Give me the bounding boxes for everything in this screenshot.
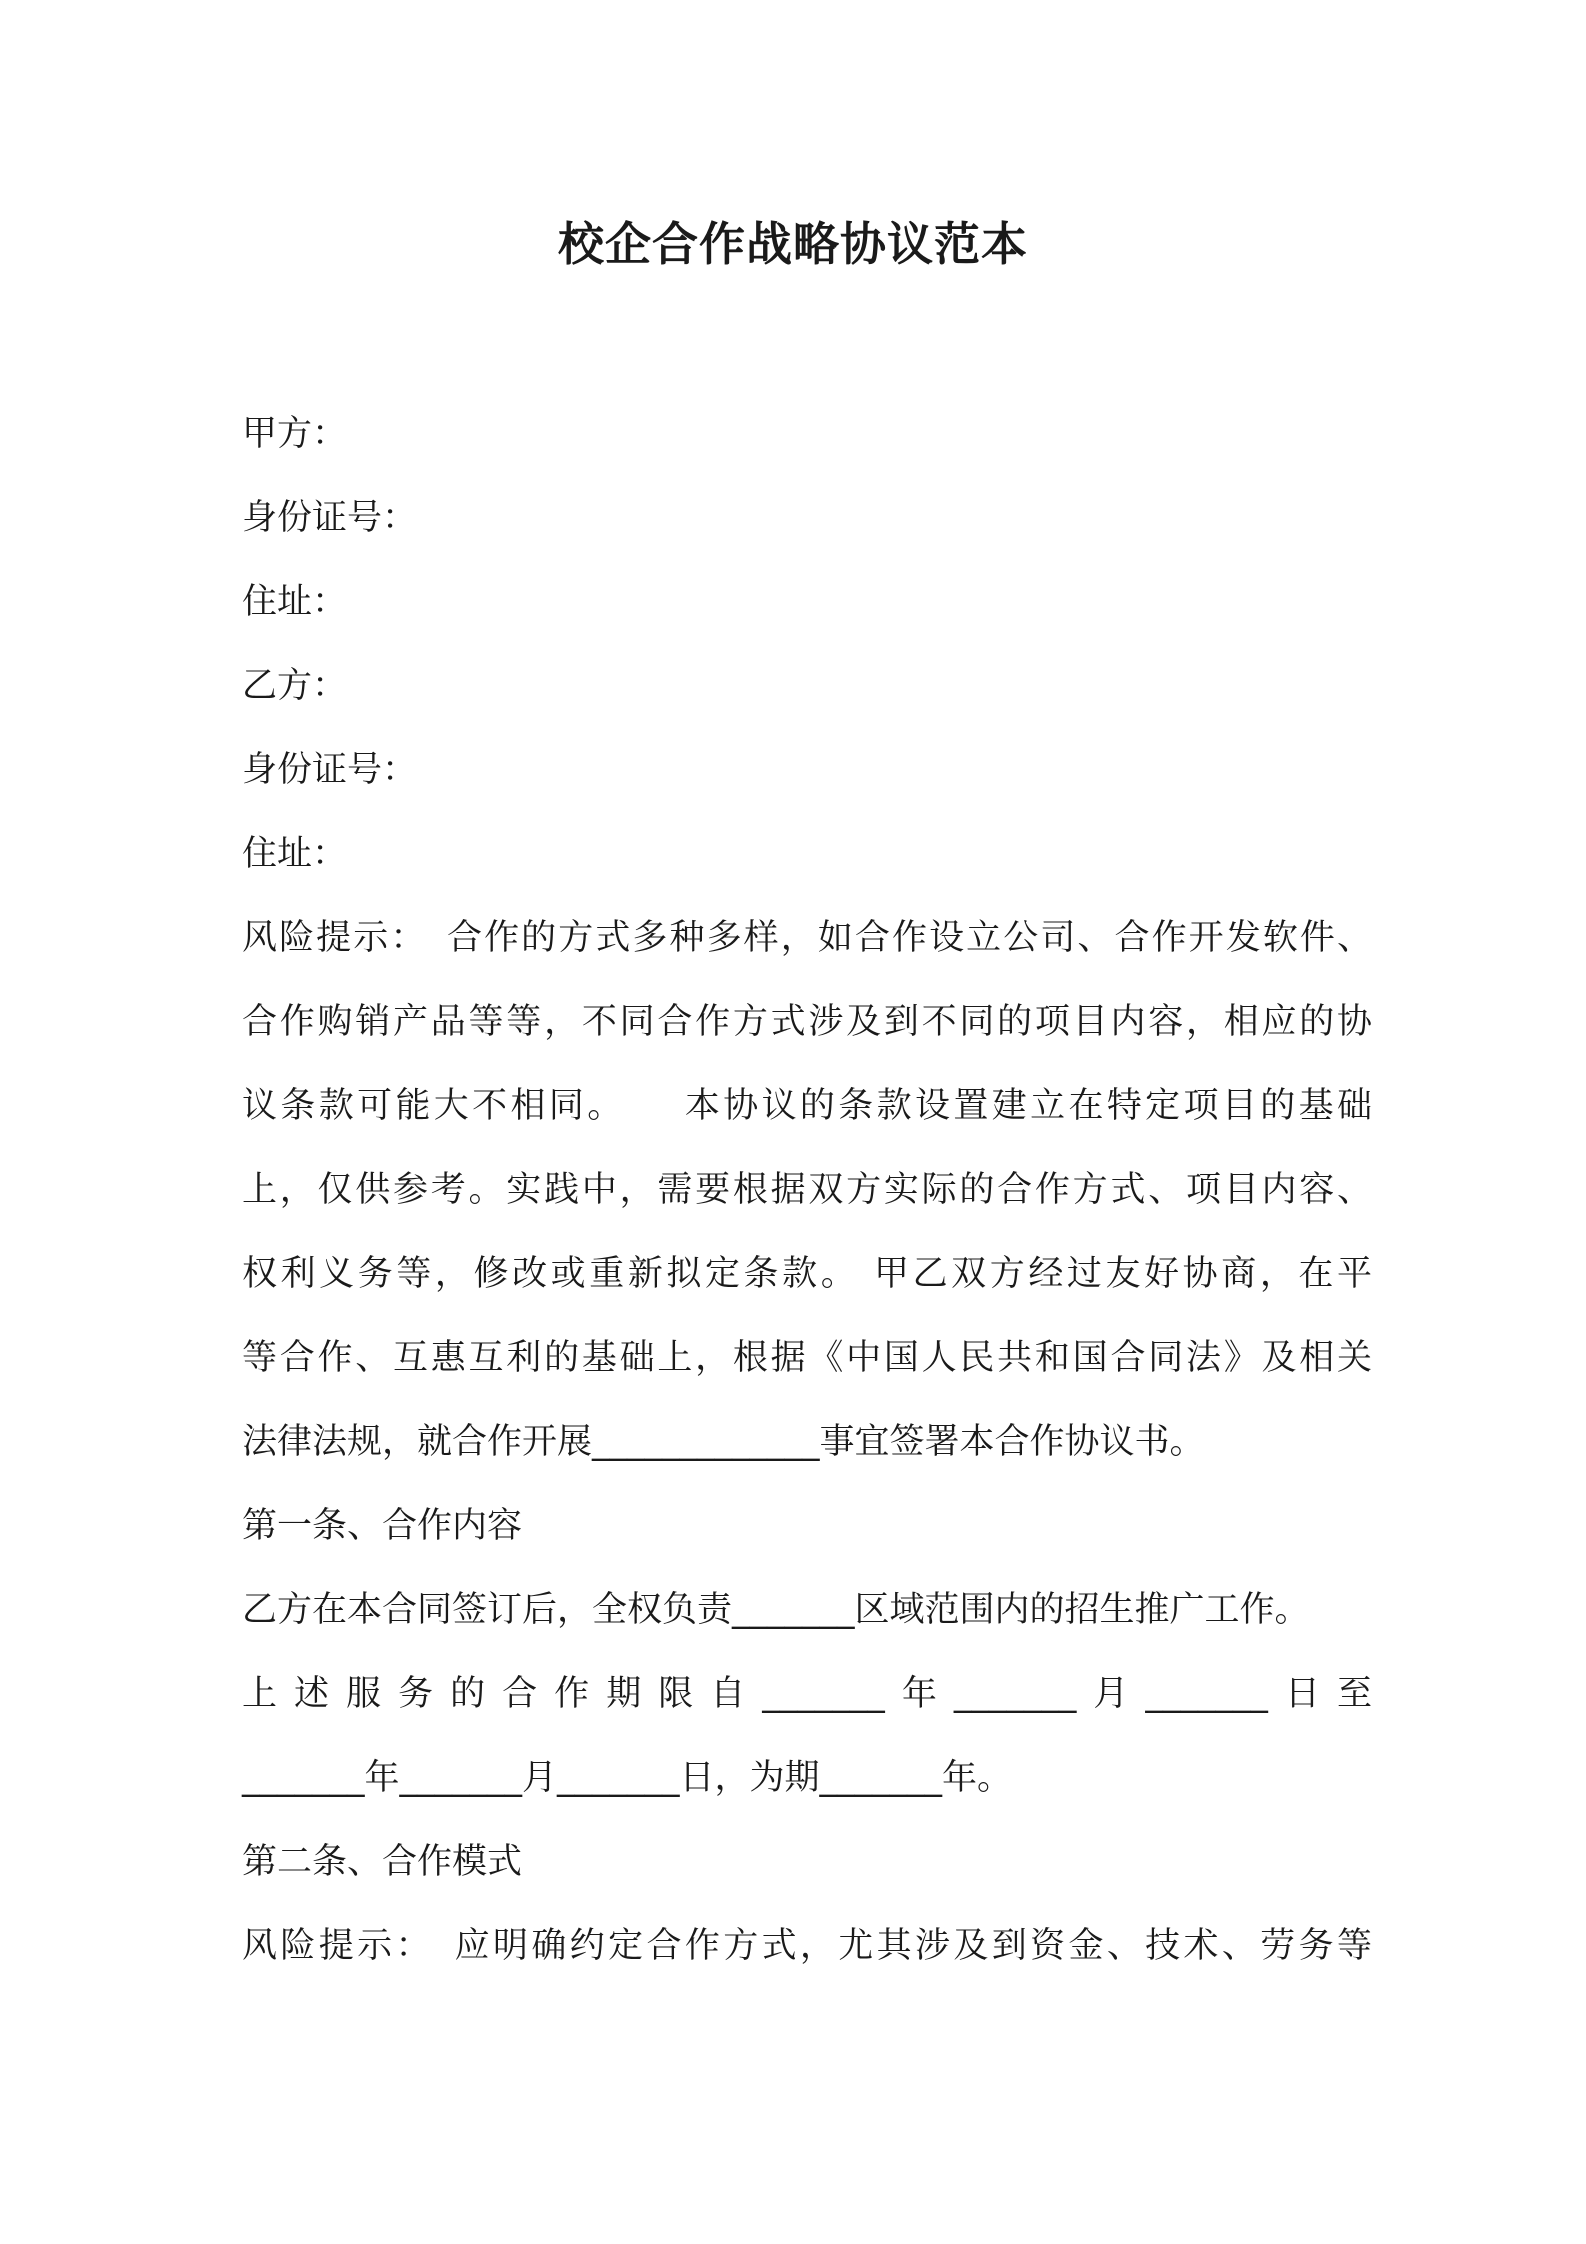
article-2-heading: 第二条、合作模式 [242,1842,523,1882]
risk-note-line: 议条款可能大不相同。 本协议的条款设置建立在特定项目的基础 [242,1086,1372,1126]
risk-note-line: 等合作、互惠互利的基础上，根据《中国人民共和国合同法》及相关 [242,1338,1372,1378]
party-b-name-label: 乙方： [242,666,348,706]
party-a-name-label: 甲方： [242,414,348,454]
risk-note-line: 权利义务等，修改或重新拟定条款。 甲乙双方经过友好协商，在平 [242,1254,1372,1294]
document-title: 校企合作战略协议范本 [558,217,1028,271]
article-1-heading: 第一条、合作内容 [242,1506,523,1546]
risk-note-line: 合作购销产品等等，不同合作方式涉及到不同的项目内容，相应的协 [242,1002,1372,1042]
article-1-line: 乙方在本合同签订后，全权负责_______区域范围内的招生推广工作。 [242,1590,1310,1630]
article-1-line: _______年_______月_______日，为期_______年。 [242,1758,1013,1798]
party-b-address-label: 住址： [242,834,348,874]
article-1-line: 上述服务的合作期限自_______年_______月_______日至 [242,1674,1372,1714]
risk-note-line: 上，仅供参考。实践中，需要根据双方实际的合作方式、项目内容、 [242,1170,1372,1210]
party-b-id-label: 身份证号： [242,750,418,790]
article-2-line: 风险提示： 应明确约定合作方式，尤其涉及到资金、技术、劳务等 [242,1926,1372,1966]
risk-note-line: 法律法规，就合作开展_____________事宜签署本合作协议书。 [242,1422,1205,1462]
party-a-id-label: 身份证号： [242,498,418,538]
risk-note-line: 风险提示： 合作的方式多种多样，如合作设立公司、合作开发软件、 [242,918,1372,958]
party-a-address-label: 住址： [242,582,348,622]
